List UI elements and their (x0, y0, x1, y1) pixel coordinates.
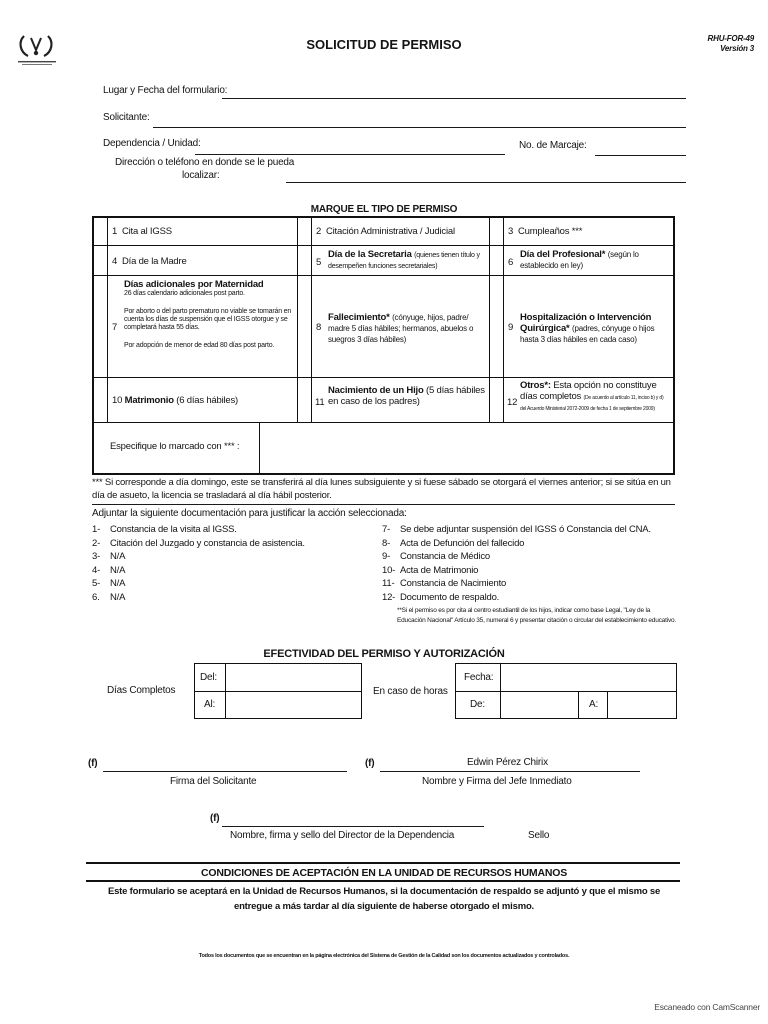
doc-item-8: 8- Acta de Defunción del fallecido (382, 537, 525, 549)
lugar-fecha-label: Lugar y Fecha del formulario: (103, 85, 228, 96)
permit-note: (cónyuge, hijos, padre/ madre 5 días hábiles; hermanos, abuelos o suegros 3 días hábiles) (328, 313, 474, 344)
permit-label: Día de la Madre (121, 256, 187, 267)
permit-label: Nacimiento de un Hijo (328, 385, 424, 396)
del-label: Del: (200, 672, 217, 683)
permit-legal-note: (De acuerdo al artículo 11, inciso b) y d) del Acuerdo Ministerial 2072-2009 de fecha 1 de septiembre 2009) (520, 395, 664, 412)
permit-label: Día de la Secretaria (328, 249, 412, 260)
al-label: Al: (204, 699, 216, 710)
footnote: *** Si corresponde a día domingo, este se transferirá al día lunes subsiguiente y si fuese sábado se otorgará el viernes anterior; si se sitúa en un día de asueto, la licencia se trasladará al día hábil posterior. (92, 477, 671, 501)
permit-item-11 (312, 378, 490, 423)
permit-item-9 (504, 276, 673, 378)
doc-item-7: 7- Se debe adjuntar suspensión del IGSS ó Constancia del CNA. (382, 524, 651, 535)
doc-item-4: 4- N/A (92, 564, 126, 576)
permit-item-4 (108, 246, 298, 276)
dependencia-label: Dependencia / Unidad: (103, 138, 201, 149)
permit-note: 26 días calendario adicionales post parto. (124, 290, 245, 297)
permit-item-8 (312, 276, 490, 378)
permit-label: Día del Profesional* (520, 249, 606, 260)
divider (86, 880, 680, 882)
permit-note: Esta opción no constituye días completos (520, 380, 657, 402)
permit-checkbox-4[interactable] (94, 246, 108, 276)
specify-label: Especifique lo marcado con *** : (94, 423, 260, 473)
solicitante-signature-line[interactable] (103, 771, 347, 772)
permit-number: 7 (112, 322, 118, 333)
permit-checkbox-2[interactable] (298, 218, 312, 246)
doc-item-6: 6. N/A (92, 591, 126, 603)
f-mark-solicitante: (f) (88, 758, 98, 769)
specify-field[interactable] (260, 423, 673, 473)
permit-note: (quienes tienen título y desempeñen funciones secretariales) (328, 252, 480, 270)
permit-checkbox-1[interactable] (94, 218, 108, 246)
permit-item-6 (504, 246, 673, 276)
lugar-fecha-field[interactable] (222, 98, 686, 99)
permit-type-table (92, 216, 675, 475)
permit-checkbox-6[interactable] (490, 246, 504, 276)
effectiveness-title: EFECTIVIDAD DEL PERMISO Y AUTORIZACIÓN (263, 648, 505, 660)
director-signature-line[interactable] (222, 826, 484, 827)
dias-completos-box (194, 663, 362, 719)
permit-number: 1 (112, 226, 122, 237)
permit-label: Cita al IGSS (121, 226, 172, 237)
permit-item-2 (312, 218, 490, 246)
permit-note: (padres, cónyuge o hijos hasta 3 días hábiles en cada caso) (520, 324, 655, 344)
permit-checkbox-11[interactable] (298, 378, 312, 423)
solicitante-field[interactable] (153, 127, 686, 128)
firma-solicitante-label: Firma del Solicitante (170, 776, 257, 787)
scanner-watermark: Escaneado con CamScanner (654, 1002, 760, 1012)
form-version: Versión 3 (720, 44, 754, 53)
permit-number: 12 (507, 397, 518, 408)
al-date-field[interactable] (226, 692, 360, 718)
docs-list-right (382, 523, 651, 604)
fecha-field[interactable] (501, 664, 676, 691)
conditions-text-2: entregue a más tardar al día siguiente de haberse otorgado el mismo. (234, 901, 534, 912)
conditions-title: CONDICIONES DE ACEPTACIÓN EN LA UNIDAD DE RECURSOS HUMANOS (200, 867, 568, 879)
permit-note: (6 días hábiles) (176, 395, 239, 406)
no-marcaje-label: No. de Marcaje: (519, 140, 587, 151)
permit-note: (5 días hábiles en caso de los padres) (328, 385, 485, 407)
permit-note: (según lo establecido en ley) (520, 250, 639, 270)
de-label: De: (470, 699, 485, 710)
en-caso-horas-label: En caso de horas (373, 686, 448, 697)
jefe-name: Edwin Pérez Chirix (467, 757, 548, 768)
dias-completos-label: Días Completos (107, 685, 176, 696)
doc-item-11: 11- Constancia de Nacimiento (382, 578, 507, 589)
dependencia-field[interactable] (195, 154, 505, 155)
permit-label: Cumpleaños *** (517, 226, 583, 237)
permit-checkbox-7[interactable] (94, 276, 108, 378)
hora-a-field[interactable] (608, 692, 676, 718)
permit-number: 5 (316, 257, 322, 268)
fecha-label: Fecha: (464, 672, 494, 683)
del-date-field[interactable] (226, 664, 360, 691)
permit-checkbox-8[interactable] (298, 276, 312, 378)
permit-number: 2 (316, 226, 326, 237)
permit-item-5 (312, 246, 490, 276)
jefe-label: Nombre y Firma del Jefe Inmediato (422, 776, 572, 787)
divider (86, 862, 680, 864)
doc-item-2: 2- Citación del Juzgado y constancia de asistencia. (92, 537, 305, 549)
f-mark-director: (f) (210, 813, 220, 824)
permit-number: 10 (112, 395, 125, 406)
permit-checkbox-12[interactable] (490, 378, 504, 423)
permit-label: Matrimonio (124, 395, 174, 406)
doc-item-1: 1- Constancia de la visita al IGSS. (92, 524, 237, 535)
permit-checkbox-10[interactable] (94, 378, 108, 423)
permit-note: Por aborto o del parto prematuro no viable se tomarán en cuenta los días de suspensión que el IGSS otorgue y se completará hasta 55 días. (124, 308, 292, 331)
sello-label: Sello (528, 830, 550, 841)
doc-item-9: 9- Constancia de Médico (382, 551, 490, 562)
direccion-label: Dirección o teléfono en donde se le pueda (115, 157, 295, 168)
doc-item-10: 10- Acta de Matrimonio (382, 564, 479, 576)
permit-checkbox-5[interactable] (298, 246, 312, 276)
jefe-signature-line[interactable] (380, 771, 640, 772)
solicitante-label: Solicitante: (103, 112, 150, 123)
doc-item-3: 3- N/A (92, 551, 126, 562)
permit-section-title: MARQUE EL TIPO DE PERMISO (310, 204, 458, 215)
permit-number: 4 (112, 256, 122, 267)
permit-item-12 (504, 378, 673, 423)
permit-label: Hospitalización o Intervención Quirúrgica* (520, 312, 652, 334)
permit-number: 9 (508, 322, 514, 333)
permit-item-3 (504, 218, 673, 246)
permit-label: Citación Administrativa / Judicial (325, 226, 455, 237)
direccion-field[interactable] (286, 182, 686, 183)
doc-item-12: 12- Documento de respaldo. (382, 591, 500, 603)
horas-box (455, 663, 677, 719)
permit-number: 8 (316, 322, 322, 333)
conditions-text-1: Este formulario se aceptará en la Unidad de Recursos Humanos, si la documentación de respaldo se adjuntó y que el mismo se (107, 886, 661, 897)
footer-note: Todos los documentos que se encuentran en la página electrónica del Sistema de Gestión de la Calidad son los documentos actualizados y controlados. (198, 953, 570, 959)
form-code-label: RHU-FOR-49 (707, 34, 754, 43)
doc-item-5: 5- N/A (92, 578, 126, 589)
doc12-note: **Si el permiso es por cita al centro estudiantil de los hijos, indicar como base Legal, "Ley de la Educación Nacional" Artículo 35, numeral 6 y presentar citación o circular del establecimiento educativo. (397, 607, 677, 624)
localizar-label: localizar: (182, 170, 220, 181)
hora-de-field[interactable] (501, 692, 577, 718)
permit-label: Otros*: (520, 380, 551, 391)
permit-note: Por adopción de menor de edad 80 días post parto. (124, 342, 275, 349)
permit-checkbox-9[interactable] (490, 276, 504, 378)
docs-list-left (92, 523, 305, 604)
director-label: Nombre, firma y sello del Director de la Dependencia (230, 830, 455, 841)
permit-number: 3 (508, 226, 518, 237)
permit-item-10 (108, 378, 298, 423)
form-title: SOLICITUD DE PERMISO (306, 37, 462, 52)
divider (92, 504, 675, 505)
permit-item-1 (108, 218, 298, 246)
f-mark-jefe: (f) (365, 758, 375, 769)
adjuntar-label: Adjuntar la siguiente documentación para justificar la acción seleccionada: (92, 508, 407, 519)
a-label: A: (589, 699, 599, 710)
permit-label: Fallecimiento* (328, 312, 390, 323)
permit-number: 6 (508, 257, 514, 268)
permit-number: 11 (315, 397, 325, 408)
permit-checkbox-3[interactable] (490, 218, 504, 246)
form-code (708, 34, 754, 54)
permit-item-7 (108, 276, 298, 378)
no-marcaje-field[interactable] (595, 155, 686, 156)
permit-label: Días adicionales por Maternidad (124, 279, 264, 290)
